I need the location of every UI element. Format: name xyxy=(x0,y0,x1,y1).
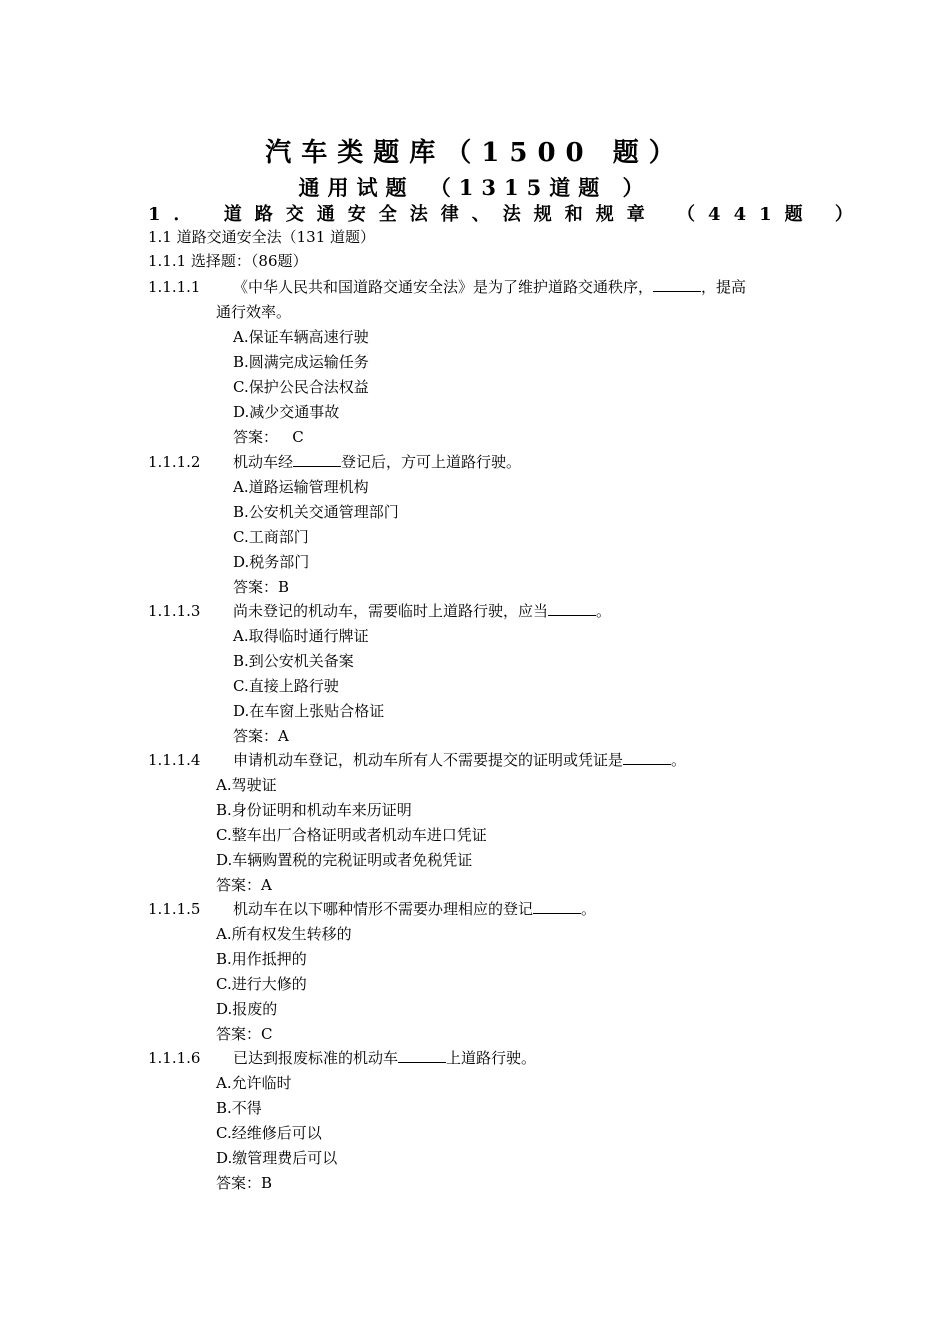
option-d: D.减少交通事故 xyxy=(233,403,340,421)
answer-blank xyxy=(533,899,581,914)
option-d: D.缴管理费后可以 xyxy=(216,1149,338,1167)
option-a: A.取得临时通行牌证 xyxy=(233,627,369,645)
answer-blank xyxy=(293,452,341,467)
question-text-before: 机动车经 xyxy=(233,453,294,471)
question-number: 1.1.1.5 xyxy=(148,900,201,918)
option-b: B.不得 xyxy=(216,1099,262,1117)
option-d: D.报废的 xyxy=(216,1000,278,1018)
question-text xyxy=(233,899,596,919)
answer: 答案：A xyxy=(233,727,289,745)
option-c: C.直接上路行驶 xyxy=(233,677,339,695)
question-text-continued: 通行效率。 xyxy=(216,303,292,321)
question-text-before: 申请机动车登记，机动车所有人不需要提交的证明或凭证是 xyxy=(233,751,624,769)
option-a: A.所有权发生转移的 xyxy=(216,925,352,943)
question-text-after: ，提高 xyxy=(701,278,747,296)
question-text-before: 尚未登记的机动车，需要临时上道路行驶，应当 xyxy=(233,602,549,620)
question-text-after: 。 xyxy=(581,900,597,918)
answer-blank xyxy=(653,277,701,292)
option-c: C.整车出厂合格证明或者机动车进口凭证 xyxy=(216,826,487,844)
option-c: C.经维修后可以 xyxy=(216,1124,322,1142)
option-b: B.用作抵押的 xyxy=(216,950,307,968)
option-d: D.税务部门 xyxy=(233,553,310,571)
option-d: D.在车窗上张贴合格证 xyxy=(233,702,385,720)
option-c: C.进行大修的 xyxy=(216,975,307,993)
question-text-after: 上道路行驶。 xyxy=(446,1049,537,1067)
option-a: A.道路运输管理机构 xyxy=(233,478,369,496)
document-subtitle: 通用试题 （1315道题 ） xyxy=(298,175,652,200)
question-text-before: 《中华人民共和国道路交通安全法》是为了维护道路交通秩序， xyxy=(233,278,654,296)
document-title: 汽车类题库（1500 题） xyxy=(265,138,685,168)
question-text-after: 登记后，方可上道路行驶。 xyxy=(341,453,522,471)
subsection-heading: 1.1.1 选择题：（86题） xyxy=(148,252,308,270)
option-a: A.允许临时 xyxy=(216,1074,292,1092)
section-heading: 1.1 道路交通安全法（131 道题） xyxy=(148,228,376,246)
option-c: C.保护公民合法权益 xyxy=(233,378,369,396)
question-text-after: 。 xyxy=(671,751,687,769)
question-number: 1.1.1.1 xyxy=(148,278,201,296)
answer: 答案：B xyxy=(233,578,290,596)
option-a: A.保证车辆高速行驶 xyxy=(233,328,369,346)
question-text xyxy=(233,1048,536,1068)
option-b: B.到公安机关备案 xyxy=(233,652,354,670)
option-b: B.公安机关交通管理部门 xyxy=(233,503,399,521)
question-text xyxy=(233,601,611,621)
question-text xyxy=(233,277,746,297)
chapter-heading: 1． 道路交通安全法律、法规和规章 （441题 ） xyxy=(148,204,866,225)
answer-blank xyxy=(398,1048,446,1063)
option-c: C.工商部门 xyxy=(233,528,309,546)
question-number: 1.1.1.3 xyxy=(148,602,201,620)
question-text-after: 。 xyxy=(596,602,612,620)
question-number: 1.1.1.2 xyxy=(148,453,201,471)
question-text xyxy=(233,452,521,472)
answer-blank xyxy=(623,750,671,765)
question-text-before: 机动车在以下哪种情形不需要办理相应的登记 xyxy=(233,900,534,918)
question-number: 1.1.1.4 xyxy=(148,751,201,769)
question-text xyxy=(233,750,686,770)
option-a: A.驾驶证 xyxy=(216,776,277,794)
answer: 答案：A xyxy=(216,876,272,894)
option-b: B.身份证明和机动车来历证明 xyxy=(216,801,412,819)
option-b: B.圆满完成运输任务 xyxy=(233,353,369,371)
answer-blank xyxy=(548,601,596,616)
question-text-before: 已达到报废标准的机动车 xyxy=(233,1049,399,1067)
option-d: D.车辆购置税的完税证明或者免税凭证 xyxy=(216,851,473,869)
answer: 答案：B xyxy=(216,1174,273,1192)
answer: 答案：C xyxy=(216,1025,273,1043)
question-number: 1.1.1.6 xyxy=(148,1049,201,1067)
answer: 答案： C xyxy=(233,428,304,446)
